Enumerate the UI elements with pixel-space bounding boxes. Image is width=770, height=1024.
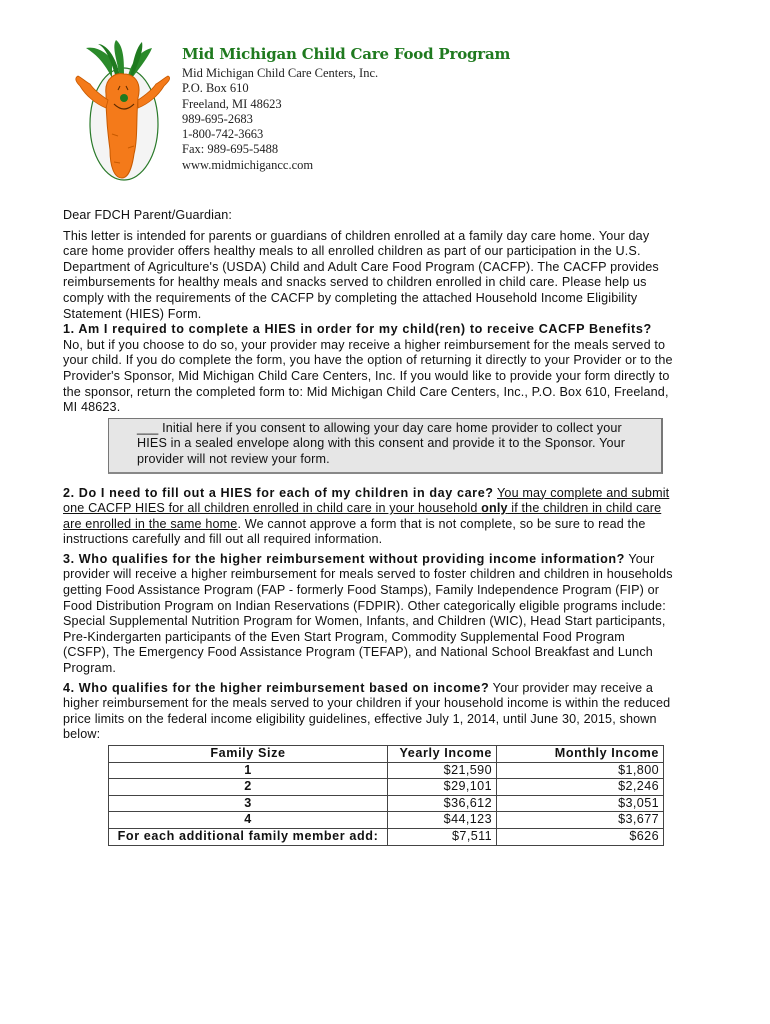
question-4: [63, 681, 673, 743]
family-size-cell: 3: [109, 795, 388, 812]
yearly-income-cell: $7,511: [388, 828, 497, 845]
question-2-heading: 2. Do I need to fill out a HIES for each of my children in day care?: [63, 485, 494, 500]
table-row: [109, 828, 664, 845]
monthly-income-cell: $2,246: [497, 779, 664, 796]
intro-paragraph: This letter is intended for parents or guardians of children enrolled at a family day care home. Your day care home provider offers healthy meals to all enrolled children as part of our participation in the U.S. Department of Agriculture's (USDA) Child and Adult Care Food Program (CACFP). The CACFP provides reimbursements for healthy meals and snacks served to children enrolled in child care. Please help us comply with the requirements of the CACFP by completing the attached Household Income Eligibility Statement (HIES) Form.: [63, 228, 659, 321]
organization-header: [182, 45, 510, 173]
question-1: [63, 322, 673, 416]
family-size-cell: For each additional family member add:: [109, 828, 388, 845]
monthly-income-cell: $3,051: [497, 795, 664, 812]
underlined-text: You may complete and submit one CACFP HIES for all children enrolled in child care in your household: [63, 485, 670, 516]
family-size-cell: 4: [109, 812, 388, 829]
salutation: Dear FDCH Parent/Guardian:: [63, 208, 233, 222]
header-family-size: Family Size: [109, 746, 388, 763]
table-header-row: [109, 746, 664, 763]
yearly-income-cell: $44,123: [388, 812, 497, 829]
question-4-heading: 4. Who qualifies for the higher reimbursement based on income?: [63, 680, 490, 695]
org-name: Mid Michigan Child Care Centers, Inc.: [182, 66, 379, 80]
yearly-income-cell: $36,612: [388, 795, 497, 812]
po-box: P.O. Box 610: [182, 81, 249, 96]
family-size-cell: 2: [109, 779, 388, 796]
question-3: [63, 552, 673, 677]
toll-free-phone: 1-800-742-3663: [182, 127, 264, 142]
phone: 989-695-2683: [182, 111, 253, 126]
fax: Fax: 989-695-5488: [182, 142, 279, 157]
question-3-answer: Your provider will receive a higher reimbursement for meals served to foster children and children in households getting Food Assistance Program (FAP - formerly Food Stamps), Family Independence Program (FIP) or Food Distribution Program on Indian Reservations (FDPIR). Other categorically eligible programs include: Special Supplemental Nutrition Program for Women, Infants, and Children (WIC), Head Start participants, Pre-Kindergarten participants of the Even Start Program, Commodity Supplemental Food Program (CSFP), The Emergency Food Assistance Program (TEFAP), and National School Breakfast and Lunch Program.: [63, 551, 673, 676]
city-state-zip: Freeland, MI 48623: [182, 96, 282, 111]
program-title: Mid Michigan Child Care Food Program: [182, 45, 511, 63]
underlined-bold-text: only: [481, 501, 508, 516]
question-2-answer: . We cannot approve a form that is not complete, so be sure to read the instructions carefully and fill out all required information.: [63, 516, 646, 547]
header-monthly-income: Monthly Income: [497, 746, 664, 763]
question-1-answer: No, but if you choose to do so, your provider may receive a higher reimbursement for the meals served to your child. If you do complete the form, you have the option of returning it directly to your Provider or to the Provider's Sponsor, Mid Michigan Child Care Centers, Inc. If you would like to provide your form directly to the sponsor, return the completed form to: Mid Michigan Child Care Centers, Inc., P.O. Box 610, Freeland, MI 48623.: [63, 337, 673, 415]
underlined-text-2: if the children in child care are enrolled in the same home: [63, 501, 662, 531]
table-row: [109, 762, 664, 779]
monthly-income-cell: $626: [497, 828, 664, 845]
header-yearly-income: Yearly Income: [388, 746, 497, 763]
table-row: [109, 795, 664, 812]
letter-body: [63, 208, 673, 846]
carrot-mascot-icon: [72, 38, 178, 184]
monthly-income-cell: $1,800: [497, 762, 664, 779]
consent-box[interactable]: ___ Initial here if you consent to allowing your day care home provider to collect your HIES in a sealed envelope along with this consent and provide it to the Sponsor. Your provider will not review your form.: [108, 418, 663, 474]
monthly-income-cell: $3,677: [497, 812, 664, 829]
question-2: [63, 486, 673, 548]
table-row: [109, 812, 664, 829]
website-link[interactable]: www.midmichigancc.com: [182, 157, 314, 172]
question-3-heading: 3. Who qualifies for the higher reimbursement without providing income information?: [63, 551, 625, 566]
table-row: [109, 779, 664, 796]
yearly-income-cell: $29,101: [388, 779, 497, 796]
yearly-income-cell: $21,590: [388, 762, 497, 779]
question-1-heading: 1. Am I required to complete a HIES in order for my child(ren) to receive CACFP Benefits?: [63, 322, 652, 337]
family-size-cell: 1: [109, 762, 388, 779]
income-eligibility-table: [108, 745, 664, 846]
question-4-answer: Your provider may receive a higher reimbursement for the meals served to your children if your household income is within the reduced price limits on the federal income eligibility guidelines, effective July 1, 2014, until June 30, 2015, shown below:: [63, 680, 671, 742]
